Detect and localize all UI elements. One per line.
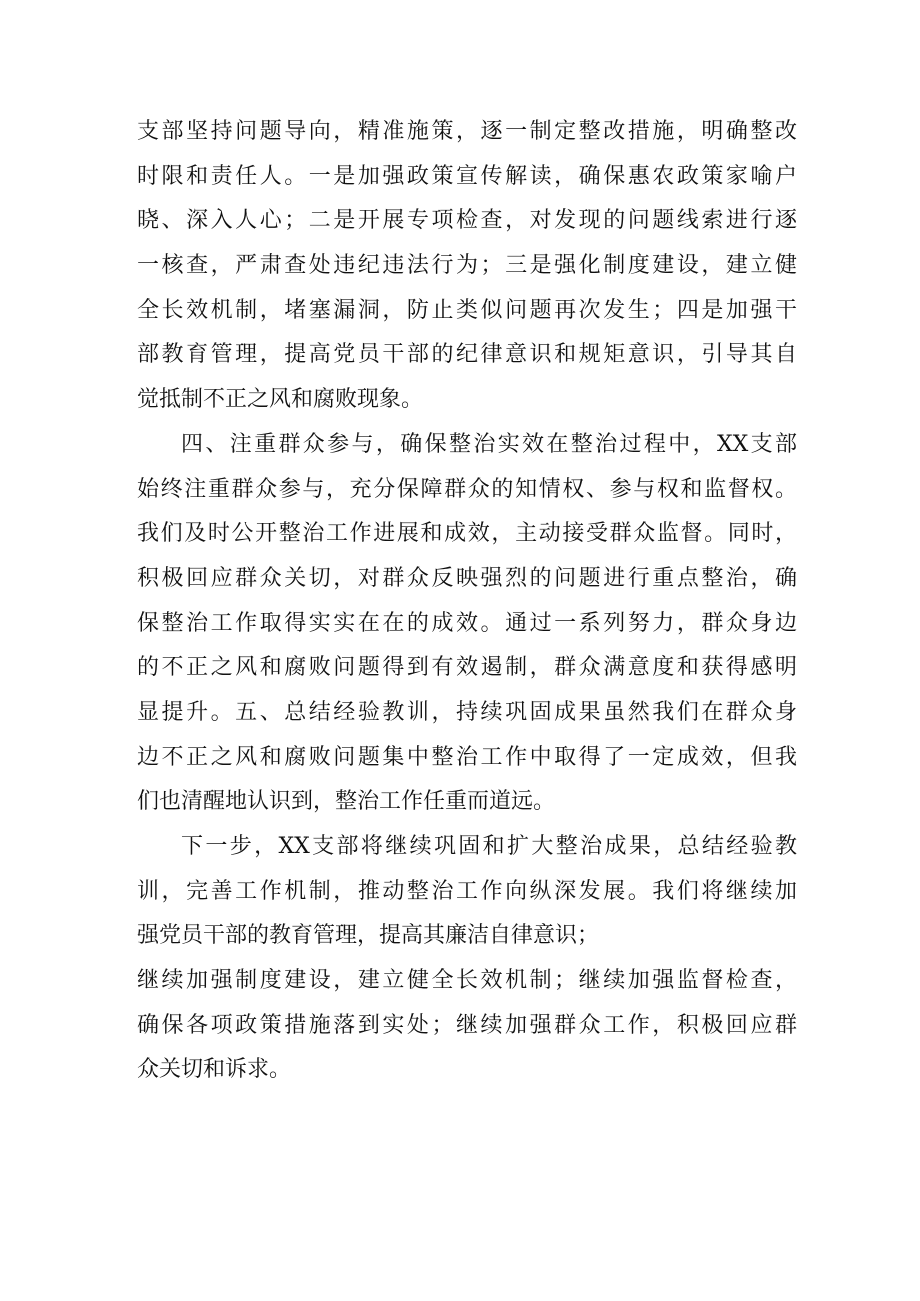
text-line: 继续加强制度建设，建立健全长效机制；继续加强监督检查， bbox=[137, 968, 797, 994]
text-line: 一核查，严肃查处违纪违法行为；三是强化制度建设，建立健 bbox=[137, 253, 797, 279]
text-line: 确保各项政策措施落到实处；继续加强群众工作，积极回应群 bbox=[137, 1012, 797, 1038]
text-line: 觉抵制不正之风和腐败现象。 bbox=[137, 387, 424, 413]
text-line: 积极回应群众关切，对群众反映强烈的问题进行重点整治，确 bbox=[137, 565, 797, 591]
text-line: 支部坚持问题导向，精准施策，逐一制定整改措施，明确整改 bbox=[137, 119, 797, 144]
text-line: 我们及时公开整治工作进展和成效，主动接受群众监督。同时， bbox=[137, 521, 797, 547]
text-line: 全长效机制，堵塞漏洞，防止类似问题再次发生；四是加强干 bbox=[137, 297, 797, 323]
text-line: 的不正之风和腐败问题得到有效遏制，群众满意度和获得感明 bbox=[137, 655, 797, 681]
text-line: 边不正之风和腐败问题集中整治工作中取得了一定成效，但我 bbox=[137, 744, 797, 770]
body-text bbox=[137, 110, 797, 1093]
text-line: 保整治工作取得实实在在的成效。通过一系列努力，群众身边 bbox=[137, 610, 797, 636]
text-line: 们也清醒地认识到，整治工作任重而道远。 bbox=[137, 789, 556, 815]
text-line: 强党员干部的教育管理，提高其廉洁自律意识； bbox=[137, 923, 600, 949]
text-line: 众关切和诉求。 bbox=[137, 1057, 292, 1083]
text-line: 四、注重群众参与，确保整治实效在整治过程中，XX支部 bbox=[181, 431, 797, 457]
text-line: 部教育管理，提高党员干部的纪律意识和规矩意识，引导其自 bbox=[137, 342, 797, 368]
text-line: 始终注重群众参与，充分保障群众的知情权、参与权和监督权。 bbox=[137, 476, 797, 502]
text-line: 训，完善工作机制，推动整治工作向纵深发展。我们将继续加 bbox=[137, 878, 797, 904]
text-line: 时限和责任人。一是加强政策宣传解读，确保惠农政策家喻户 bbox=[137, 163, 797, 189]
text-line: 下一步，XX支部将继续巩固和扩大整治成果，总结经验教 bbox=[181, 834, 797, 859]
text-line: 晓、深入人心；二是开展专项检查，对发现的问题线索进行逐 bbox=[137, 208, 797, 234]
text-line: 显提升。五、总结经验教训，持续巩固成果虽然我们在群众身 bbox=[137, 699, 797, 725]
